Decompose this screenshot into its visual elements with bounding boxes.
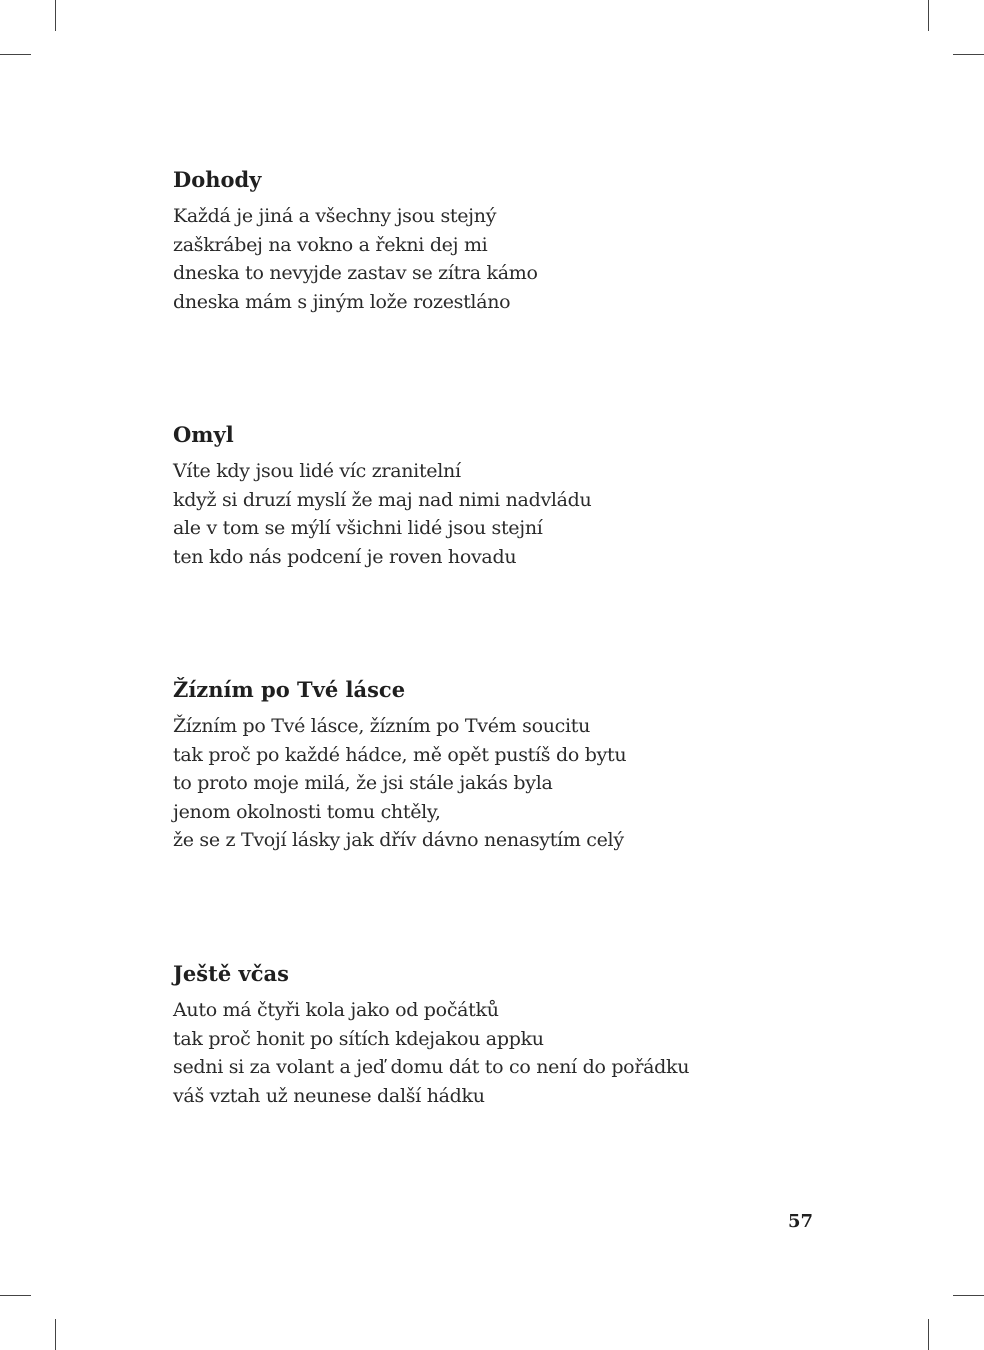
poem-line: tak proč honit po sítích kdejakou appku bbox=[173, 1027, 544, 1050]
poem-line: to proto moje milá, že jsi stále jakás byla bbox=[173, 772, 553, 795]
poem-title: Omyl bbox=[173, 422, 234, 447]
poem-line: ale v tom se mýlí všichni lidé jsou stejní bbox=[173, 517, 543, 540]
poem-title: Dohody bbox=[173, 167, 262, 192]
page-number: 57 bbox=[787, 1211, 813, 1232]
poem-jeste-vcas bbox=[173, 961, 813, 1110]
poem-line: když si druzí myslí že maj nad nimi nadvládu bbox=[173, 488, 592, 511]
crop-mark-top-right-vertical bbox=[928, 0, 929, 31]
poem-dohody bbox=[173, 167, 813, 316]
poem-line: Víte kdy jsou lidé víc zranitelní bbox=[173, 460, 461, 482]
poem-ziznim-po-tve-lasce bbox=[173, 677, 813, 855]
poem-line: váš vztah už neunese další hádku bbox=[173, 1084, 485, 1107]
poem-line: zaškrábej na vokno a řekni dej mi bbox=[173, 233, 488, 256]
crop-mark-bottom-left-vertical bbox=[55, 1319, 56, 1350]
poem-line: Auto má čtyři kola jako od počátků bbox=[173, 999, 499, 1021]
poem-omyl bbox=[173, 422, 813, 571]
poem-line: tak proč po každé hádce, mě opět pustíš do bytu bbox=[173, 743, 627, 766]
crop-mark-top-right-horizontal bbox=[953, 54, 984, 55]
crop-mark-top-left-horizontal bbox=[0, 54, 31, 55]
poem-line: dneska to nevyjde zastav se zítra kámo bbox=[173, 262, 538, 285]
crop-mark-top-left-vertical bbox=[55, 0, 56, 31]
crop-mark-bottom-left-horizontal bbox=[0, 1295, 31, 1296]
poem-line: ten kdo nás podcení je roven hovadu bbox=[173, 545, 517, 568]
poem-line: Každá je jiná a všechny jsou stejný bbox=[173, 205, 497, 227]
poem-line: jenom okolnosti tomu chtěly, bbox=[173, 800, 441, 823]
poem-line: dneska mám s jiným lože rozestláno bbox=[173, 290, 511, 313]
crop-mark-bottom-right-vertical bbox=[928, 1319, 929, 1350]
poem-title: Ještě včas bbox=[173, 961, 289, 986]
poem-title: Žízním po Tvé lásce bbox=[173, 677, 406, 702]
poem-line: sedni si za volant a jeď domu dát to co není do pořádku bbox=[173, 1056, 690, 1079]
crop-mark-bottom-right-horizontal bbox=[953, 1295, 984, 1296]
poem-line: Žízním po Tvé lásce, žízním po Tvém soucitu bbox=[173, 715, 591, 737]
poem-line: že se z Tvojí lásky jak dřív dávno nenasytím celý bbox=[173, 829, 624, 852]
